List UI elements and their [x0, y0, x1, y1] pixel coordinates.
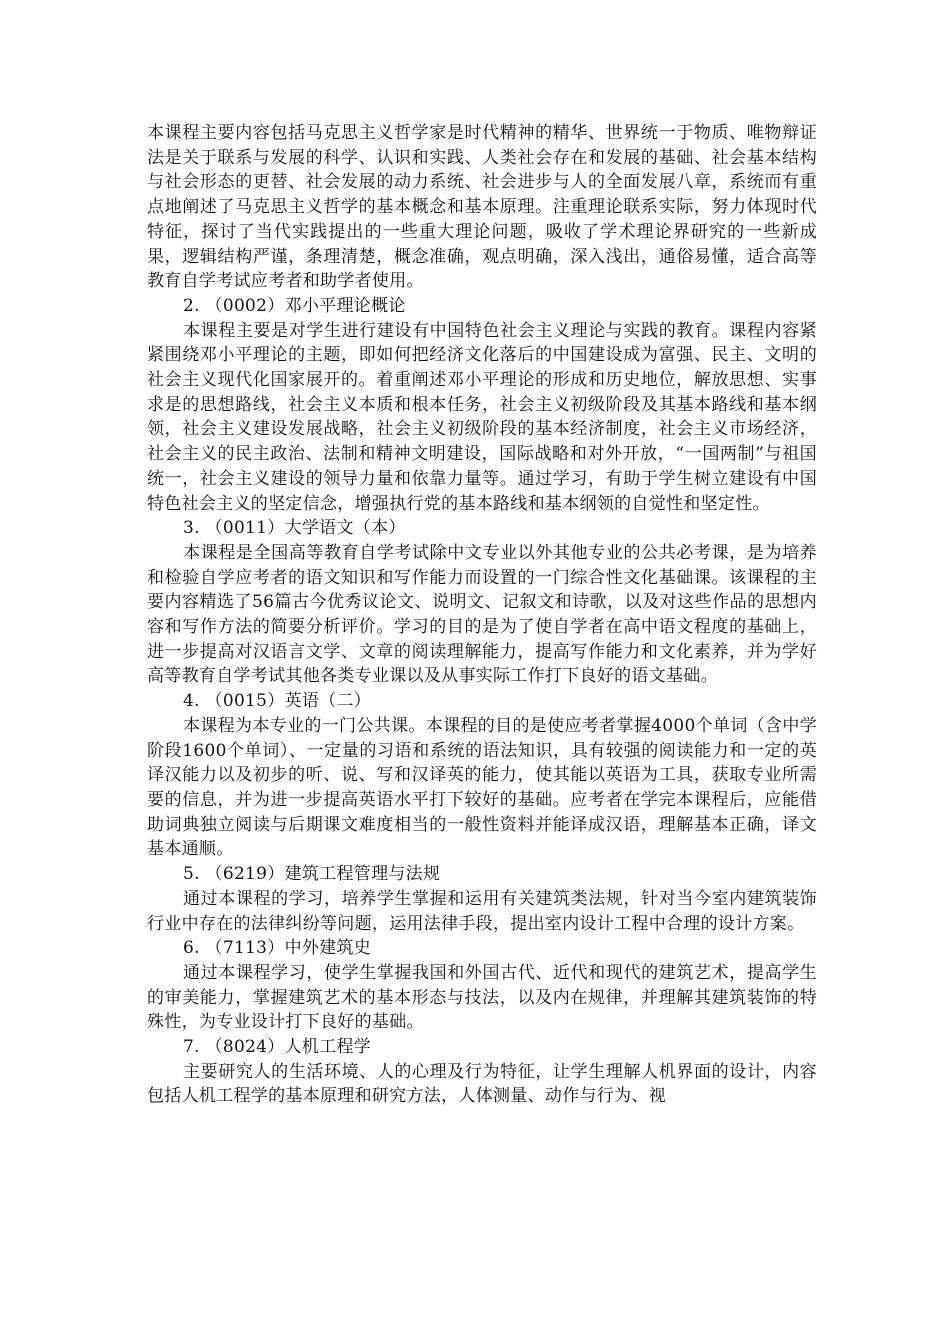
- paragraph-8024: 主要研究人的生活环境、人的心理及行为特征，让学生理解人机界面的设计，内容包括人机工程学的基本原理和研究方法，人体测量、动作与行为、视: [147, 1061, 817, 1107]
- paragraph-6219: 通过本课程的学习，培养学生掌握和运用有关建筑类法规，针对当今室内建筑装饰行业中存在的法律纠纷等问题，运用法律手段，提出室内设计工程中合理的设计方案。: [147, 888, 817, 934]
- paragraph-0011: 本课程是全国高等教育自学考试除中文专业以外其他专业的公共必考课，是为培养和检验自学应考者的语文知识和写作能力而设置的一门综合性文化基础课。该课程的主要内容精选了56篇古今优秀议论文、说明文、记叙文和诗歌，以及对这些作品的思想内容和写作方法的简要分析评价。学习的目的是为了使自学者在高中语文程度的基础上，进一步提高对汉语言文学、文章的阅读理解能力，提高写作能力和文化素养，并为学好高等教育自学考试其他各类专业课以及从事实际工作打下良好的语文基础。: [147, 542, 817, 687]
- paragraph-7113: 通过本课程学习，使学生掌握我国和外国古代、近代和现代的建筑艺术，提高学生的审美能力，掌握建筑艺术的基本形态与技法，以及内在规律，并理解其建筑装饰的特殊性，为专业设计打下良好的基础。: [147, 962, 817, 1033]
- section-heading-0015: 4. （0015）英语（二）: [183, 691, 372, 712]
- paragraph-0015: 本课程为本专业的一门公共课。本课程的目的是使应考者掌握4000个单词（含中学阶段1600个单词）、一定量的习语和系统的语法知识，具有较强的阅读能力和一定的英译汉能力以及初步的听、说、写和汉译英的能力，使其能以英语为工具，获取专业所需要的信息，并为进一步提高英语水平打下较好的基础。应考者在学完本课程后，应能借助词典独立阅读与后期课文难度相当的一般性资料并能译成汉语，理解基本正确，译文基本通顺。: [147, 715, 817, 860]
- paragraph-0002: 本课程主要是对学生进行建设有中国特色社会主义理论与实践的教育。课程内容紧紧围绕邓小平理论的主题，即如何把经济文化落后的中国建设成为富强、民主、文明的社会主义现代化国家展开的。着重阐述邓小平理论的形成和历史地位，解放思想、实事求是的思想路线，社会主义本质和根本任务，社会主义初级阶段及其基本路线和基本纲领，社会主义建设发展战略，社会主义初级阶段的基本经济制度，社会主义市场经济，社会主义的民主政治、法制和精神文明建设，国际战略和对外开放，“一国两制”与祖国统一，社会主义建设的领导力量和依靠力量等。通过学习，有助于学生树立建设有中国特色社会主义的坚定信念，增强执行党的基本路线和基本纲领的自觉性和坚定性。: [147, 320, 817, 514]
- section-heading-7113: 6. （7113）中外建筑史: [183, 938, 372, 959]
- section-heading-0002: 2. （0002）邓小平理论概论: [183, 295, 406, 316]
- document-body: [147, 121, 817, 1109]
- section-heading-0011: 3. （0011）大学语文（本）: [183, 518, 406, 539]
- section-heading-8024: 7. （8024）人机工程学: [183, 1037, 372, 1058]
- section-heading-6219: 5. （6219）建筑工程管理与法规: [183, 864, 441, 885]
- paragraph-intro: 本课程主要内容包括马克思主义哲学家是时代精神的精华、世界统一于物质、唯物辩证法是关于联系与发展的科学、认识和实践、人类社会存在和发展的基础、社会基本结构与社会形态的更替、社会发展的动力系统、社会进步与人的全面发展八章，系统而有重点地阐述了马克思主义哲学的基本概念和基本原理。注重理论联系实际，努力体现时代特征，探讨了当代实践提出的一些重大理论问题，吸收了学术理论界研究的一些新成果，逻辑结构严谨，条理清楚，概念准确，观点明确，深入浅出，通俗易懂，适合高等教育自学考试应考者和助学者使用。: [147, 123, 817, 292]
